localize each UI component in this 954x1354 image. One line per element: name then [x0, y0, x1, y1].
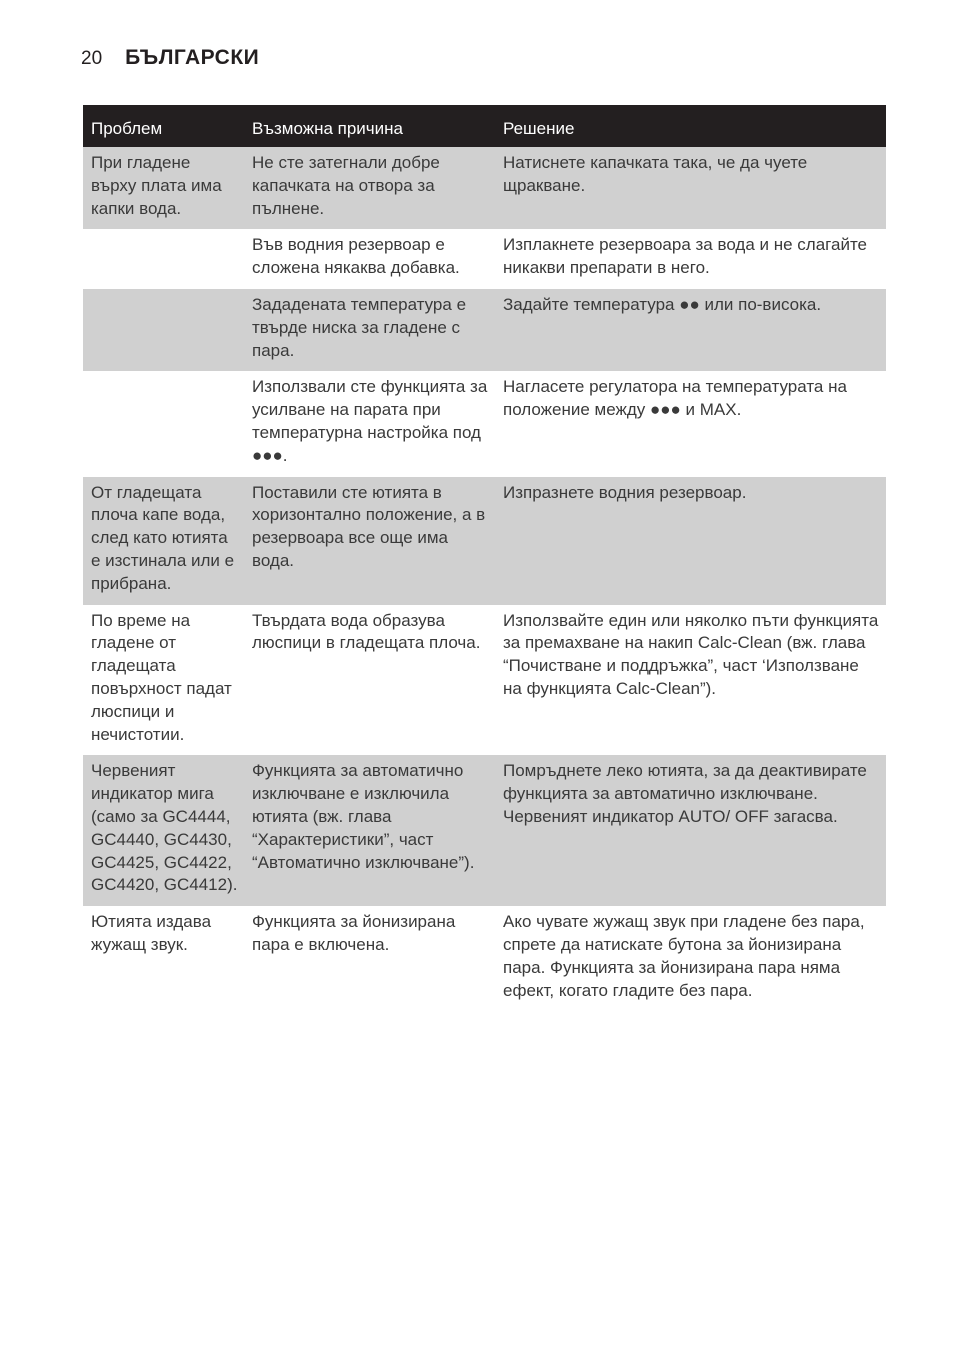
column-header-solution: Решение	[495, 105, 886, 147]
solution-cell: Ако чувате жужащ звук при гладене без пара, спрете да натискате бутона за йонизирана пара. Функцията за йонизирана пара няма ефект, когато гладите без пара.	[495, 906, 886, 1011]
table-header-row	[83, 105, 886, 147]
table-row	[83, 605, 886, 756]
table-row	[83, 229, 886, 289]
table-row	[83, 906, 886, 1011]
table-row	[83, 477, 886, 605]
solution-cell: Помръднете леко ютията, за да деактивирате функцията за автоматично изключване. Червеният индикатор AUTO/ OFF загасва.	[495, 755, 886, 906]
page-header	[81, 46, 259, 70]
troubleshooting-table	[83, 105, 886, 1011]
problem-cell	[83, 229, 244, 289]
table-row	[83, 147, 886, 229]
column-header-cause: Възможна причина	[244, 105, 495, 147]
cause-cell: Използвали сте функцията за усилване на парата при температурна настройка под ●●●.	[244, 371, 495, 476]
solution-cell: Изпразнете водния резервоар.	[495, 477, 886, 605]
problem-cell: При гладене върху плата има капки вода.	[83, 147, 244, 229]
table-row	[83, 755, 886, 906]
problem-cell: От гладещата плоча капе вода, след като ютията е изстинала или е прибрана.	[83, 477, 244, 605]
problem-cell: По време на гладене от гладещата повърхност падат люспици и нечистотии.	[83, 605, 244, 756]
solution-cell: Задайте температура ●● или по-висока.	[495, 289, 886, 371]
solution-cell: Натиснете капачката така, че да чуете щракване.	[495, 147, 886, 229]
page-number: 20	[81, 48, 103, 69]
column-header-problem: Проблем	[83, 105, 244, 147]
table-row	[83, 371, 886, 476]
solution-cell: Нагласете регулатора на температурата на положение между ●●● и MAX.	[495, 371, 886, 476]
cause-cell: Във водния резервоар е сложена някаква добавка.	[244, 229, 495, 289]
cause-cell: Функцията за йонизирана пара е включена.	[244, 906, 495, 1011]
cause-cell: Не сте затегнали добре капачката на отвора за пълнене.	[244, 147, 495, 229]
problem-cell	[83, 371, 244, 476]
cause-cell: Поставили сте ютията в хоризонтално положение, а в резервоара все още има вода.	[244, 477, 495, 605]
cause-cell: Функцията за автоматично изключване е изключила ютията (вж. глава “Характеристики”, част “Автоматично изключване”).	[244, 755, 495, 906]
cause-cell: Зададената температура е твърде ниска за гладене с пара.	[244, 289, 495, 371]
problem-cell: Ютията издава жужащ звук.	[83, 906, 244, 1011]
solution-cell: Изплакнете резервоара за вода и не слагайте никакви препарати в него.	[495, 229, 886, 289]
table-row	[83, 289, 886, 371]
cause-cell: Твърдата вода образува люспици в гладещата плоча.	[244, 605, 495, 756]
page-language-title: БЪЛГАРСКИ	[125, 46, 260, 69]
solution-cell: Използвайте един или няколко пъти функцията за премахване на накип Calc-Clean (вж. глава “Почистване и поддръжка”, част ‘Използване на функцията Calc-Clean”).	[495, 605, 886, 756]
problem-cell	[83, 289, 244, 371]
problem-cell: Червеният индикатор мига (само за GC4444, GC4440, GC4430, GC4425, GC4422, GC4420, GC4412).	[83, 755, 244, 906]
